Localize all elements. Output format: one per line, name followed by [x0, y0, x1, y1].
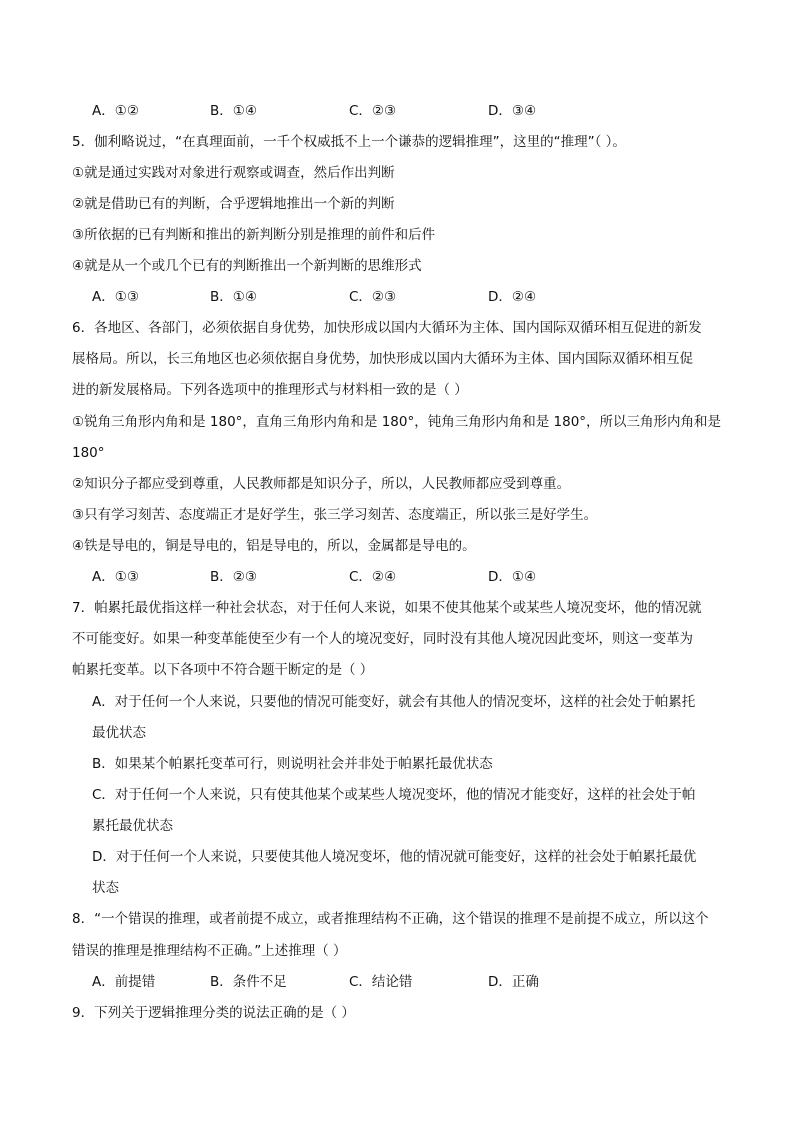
- q6-stem-line-3: 进的新发展格局。下列各选项中的推理形式与材料相一致的是（ ）: [72, 382, 468, 398]
- q6-item-1-line-2: 180°: [72, 445, 105, 461]
- q5-option-d: D．②④: [488, 289, 537, 305]
- q6-option-c: C．②④: [349, 569, 397, 585]
- q7-stem-line-1: 7．帕累托最优指这样一种社会状态，对于任何人来说，如果不使其他某个或某些人境况变坏，他的情况就: [72, 600, 702, 616]
- q5-item-3: ③所依据的已有判断和推出的新判断分别是推理的前件和后件: [72, 227, 436, 243]
- q7-stem-line-2: 不可能变好。如果一种变革能使至少有一个人的境况变好，同时没有其他人境况因此变坏，则这一变革为: [72, 631, 693, 647]
- q5-option-c: C．②③: [349, 289, 397, 305]
- q7-option-a-line-1: A．对于任何一个人来说，只要他的情况可能变好，就会有其他人的情况变坏，这样的社会处于帕累托: [92, 694, 696, 710]
- q9-stem: 9．下列关于逻辑推理分类的说法正确的是（ ）: [72, 1005, 355, 1021]
- q6-option-b: B．②③: [210, 569, 257, 585]
- q8-option-b: B．条件不足: [210, 974, 287, 990]
- q5-stem: 5．伽利略说过，“在真理面前，一千个权威抵不上一个谦恭的逻辑推理”，这里的“推理”（ ）。: [72, 134, 626, 150]
- q6-item-1-line-1: ①锐角三角形内角和是 180°，直角三角形内角和是 180°，钝角三角形内角和是 180°，所以三角形内角和是: [72, 414, 722, 430]
- q5-item-1: ①就是通过实践对对象进行观察或调查，然后作出判断: [72, 165, 395, 181]
- q6-item-2: ②知识分子都应受到尊重，人民教师都是知识分子，所以，人民教师都应受到尊重。: [72, 476, 571, 492]
- q5-options: [92, 287, 652, 307]
- q4-option-a: A．①②: [92, 103, 139, 119]
- q6-options: [92, 567, 652, 587]
- q7-option-c-line-2: 累托最优状态: [92, 818, 173, 834]
- q7-option-d-line-2: 状态: [92, 880, 119, 896]
- q6-stem-line-1: 6．各地区、各部门，必须依据自身优势，加快形成以国内大循环为主体、国内国际双循环相互促进的新发: [72, 320, 702, 336]
- q6-item-3: ③只有学习刻苦、态度端正才是好学生，张三学习刻苦、态度端正，所以张三是好学生。: [72, 507, 598, 523]
- q5-item-2: ②就是借助已有的判断，合乎逻辑地推出一个新的判断: [72, 196, 395, 212]
- q4-options: [92, 101, 652, 121]
- q7-option-d-line-1: D．对于任何一个人来说，只要使其他人境况变坏，他的情况就可能变好，这样的社会处于帕累托最优: [92, 849, 697, 865]
- q4-option-b: B．①④: [210, 103, 257, 119]
- q8-options: [92, 972, 652, 992]
- q8-option-d: D．正确: [488, 974, 539, 990]
- q7-option-b: B．如果某个帕累托变革可行，则说明社会并非处于帕累托最优状态: [92, 756, 493, 772]
- q5-item-4: ④就是从一个或几个已有的判断推出一个新判断的思维形式: [72, 258, 422, 274]
- q4-option-c: C．②③: [349, 103, 397, 119]
- q8-stem-line-1: 8．“一个错误的推理，或者前提不成立，或者推理结构不正确，这个错误的推理不是前提不成立，所以这个: [72, 911, 709, 927]
- q6-stem-line-2: 展格局。所以，长三角地区也必须依据自身优势，加快形成以国内大循环为主体、国内国际双循环相互促: [72, 351, 693, 367]
- q8-option-c: C．结论错: [349, 974, 413, 990]
- q5-option-b: B．①④: [210, 289, 257, 305]
- q7-stem-line-3: 帕累托变革。以下各项中不符合题干断定的是（ ）: [72, 662, 374, 678]
- q6-option-d: D．①④: [488, 569, 537, 585]
- q7-option-c-line-1: C．对于任何一个人来说，只有使其他某个或某些人境况变坏，他的情况才能变好，这样的社会处于帕: [92, 787, 696, 803]
- q4-option-d: D．③④: [488, 103, 537, 119]
- q7-option-a-line-2: 最优状态: [92, 725, 146, 741]
- q6-option-a: A．①③: [92, 569, 139, 585]
- q8-option-a: A．前提错: [92, 974, 156, 990]
- q5-option-a: A．①③: [92, 289, 139, 305]
- q8-stem-line-2: 错误的推理是推理结构不正确。”上述推理（ ）: [72, 943, 347, 959]
- q6-item-4: ④铁是导电的，铜是导电的，铝是导电的，所以，金属都是导电的。: [72, 538, 476, 554]
